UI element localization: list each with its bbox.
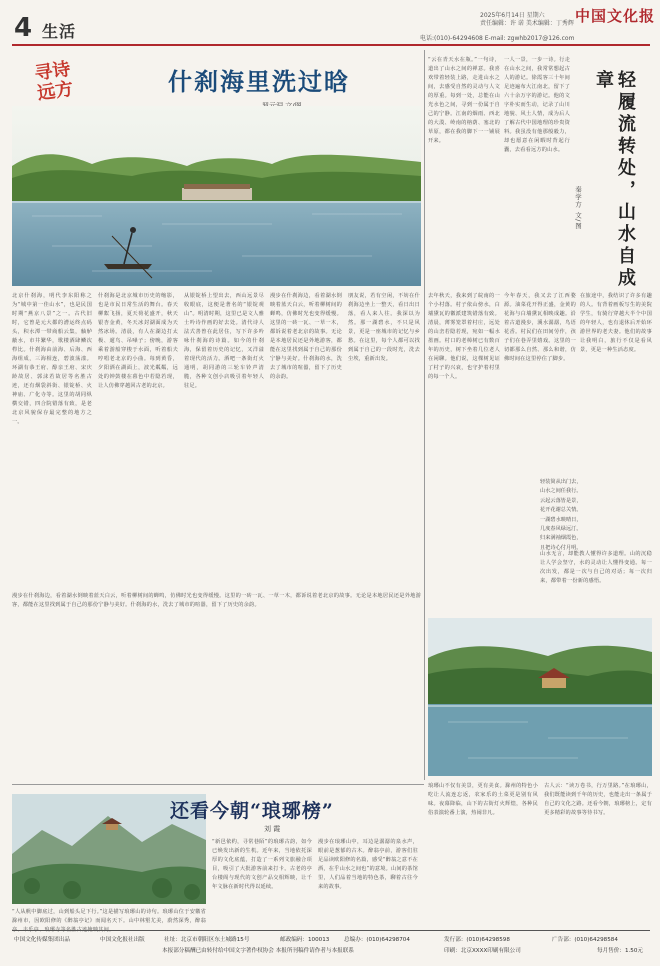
footer-price: 每月售价：1.50元	[597, 948, 644, 954]
bottom-article-col-2: “新邑依约，寻常巷陌”的琅琊古韵，如今已焕发出新的生机。近年来，当地依托深厚的文化底蕴，打造了一系列文旅融合项目，吸引了大批游客前来打卡。古老的亭台楼阁与现代的文创产品交相辉映，让千年文脉在新时代得以延续。	[212, 839, 312, 890]
poem-line: 且把诗心付月明。	[540, 544, 582, 551]
bottom-article-col-1: “人从帆中脚底过，山到船头足下行。”这是描写琅琊山的诗句。琅琊山位于安徽省滁州市，因欧阳修的《醉翁亭记》而闻名天下。山中林壑尤美，蔚然深秀，醉翁亭、丰乐亭、琅琊寺等名胜古迹掩映其间。	[12, 909, 206, 933]
footer-distribution-phone: 发行部：(010)64298598	[444, 937, 510, 943]
right-article-title: 轻履流转处，山水自成章	[593, 70, 636, 290]
lake-landscape-photo	[428, 618, 652, 776]
poem-line: 几度春风绿远汀。	[540, 526, 582, 533]
editor-line: 责任编辑：许 诺 美术编辑：丁秀辉	[480, 20, 574, 27]
column-divider	[424, 50, 425, 780]
poem-block	[540, 478, 652, 553]
date-line: 2025年6月14日 星期六	[480, 12, 545, 19]
footer-publisher: 中国文化报社出版	[100, 937, 145, 943]
poem-line: 山水之间任我行。	[540, 488, 582, 495]
poem-line: 花开花谢总关情。	[540, 507, 582, 514]
bottom-article-col-3: 漫步在琅琊山中，耳边是潺潺的泉水声，眼前是葱郁的古木。醉翁亭前，游客们驻足品读欧阳修的名篇，感受“醉翁之意不在酒，在乎山水之间也”的意境。山间的茶馆里，人们品着当地的特色茶，聊着古往今来的故事。	[318, 839, 418, 890]
footer-office-phone: 总编办：(010)64298704	[344, 937, 410, 943]
poem-line: 轻装简从出门去，	[540, 479, 582, 485]
main-article-col-4: 漫步在什刹海边，看着湖水倒映着蓝天白云，听着柳树间的蝉鸣，仿佛时光也变得缓慢。这里的一砖一瓦、一草一木，都诉说着老北京的故事。无论是本地居民还是外地游客，都能在这里找到属于自己的那份宁静与美好。什刹海的水，洗去了城市的喧嚣，留下了历史的余韵。	[270, 293, 342, 380]
poem-line: 云起云落皆是景，	[540, 497, 582, 504]
footer-ads-phone: 广告部：(010)64298584	[552, 937, 618, 943]
main-article-col-5: 朋友说，若有空闲，不妨在什刹海边坐上一整天，看日出日落，看人来人往。我深以为然。那一湖碧水，不只是风景，更是一座城市的记忆与乡愁。在这里，每个人都可以找到属于自己的一段时光，洗去尘埃，重新出发。	[348, 293, 420, 362]
bottom-article-title: 还看今朝“琅琊榜”	[170, 800, 334, 822]
page-number: 4	[14, 13, 33, 43]
bottom-article-author: 刘 霞	[264, 825, 281, 833]
contact-line: 电话:(010)-64294608 E-mail: zgwhb2017@126.com	[420, 35, 575, 42]
right-article-col-6: 山水无言，却能教人懂得许多道理。山的沉稳让人学会坚守，水的灵动让人懂得变通。每一次出发，都是一次与自己的对话；每一次归来，都带着一份新的感悟。	[540, 551, 652, 584]
right-article-col-4: 今年春天，我又去了江西婺源。油菜花开得正盛，金黄的花海与白墙黛瓦相映成趣。沿着古道漫步，溪水潺潺，鸟语花香。村民们在田间劳作，孩子们在巷弄里嬉戏。这里的一切都那么自然、那么和谐，仿佛时间在这里停住了脚步。	[504, 293, 576, 362]
section-divider	[12, 784, 424, 785]
main-article-lower: 漫步在什刹海边，看着湖水倒映着蓝天白云，听着柳树间的蝉鸣，仿佛时光也变得缓慢。这里的一砖一瓦、一草一木，都诉说着老北京的故事。无论是本地居民还是外地游客，都能在这里找到属于自己的那份宁静与美好。什刹海的水，洗去了城市的喧嚣，留下了历史的余韵。	[12, 593, 421, 608]
right-article-col-1: “云在青天水在瓶。”一句诗，道出了山水之间的禅意。我喜欢带着轻装上路，走进山水之间，去感受自然的灵动与人文的厚重。每到一处，总能在山光水色之间，寻到一份属于自己的宁静。江南的烟雨、西北的大漠、岭南的榕荫、塞北的草原，都在我的脚下一一铺展开来。	[428, 57, 500, 144]
main-article-col-3: 从银锭桥上望出去，西山远景尽收眼底，这便是著名的“银锭观山”。明清时期，这里已是文人雅士吟诗作画的好去处。清代诗人法式善曾在此居住，写下许多吟咏什刹海的诗篇。如今的什刹海，保留着历史的记忆，又洋溢着现代的活力。酒吧一条街灯火通明，胡同游的三轮车铃声清脆，各种文创小店吸引着年轻人驻足。	[184, 293, 264, 389]
footer-postcode: 邮政编码：100013	[280, 937, 330, 943]
bottom-article-col-4: 琅琊山不仅有美景，更有美食。滁州的特色小吃让人流连忘返，农家乐的土菜更是别有风味。夜幕降临，山下的古街灯火辉煌，各种民俗表演轮番上演，热闹非凡。	[428, 783, 538, 816]
footer-address: 社址：北京市朝阳区东土城路15号	[164, 937, 250, 943]
poem-line: 一湖碧水映晴日，	[540, 516, 582, 523]
main-article-col-1: 北京什刹海，明代李东阳称之为“城中第一佳山水”，也是民国时期“燕京八景”之一。古代旧时，它曾是元大都的漕运终点码头，积水潭一带商船云集，舳舻蔽水，市井繁华，歌楼酒肆鳞次栉比。什刹海由前海、后海、西海组成，三海相连，碧波荡漾。环湖有恭王府、醇亲王府、宋庆龄故居、郭沫若故居等名胜古迹，还有烟袋斜街、银锭桥、火神庙、广化寺等。这里的胡同纵横交错，四合院错落有致，是老北京风貌保存最完整的地方之一。	[12, 293, 92, 425]
right-article-author: 秦学方 文/图	[574, 186, 582, 230]
section-name: 生活	[42, 22, 77, 41]
footer	[12, 930, 650, 961]
footer-copyright: 本报部分稿酬已由转付给中国文字著作权协会 本报所刊稿件请作者与本报联系	[162, 948, 354, 954]
paper-logo: 中国文化报	[575, 7, 656, 25]
right-article-col-3: 去年秋天，我来到了皖南的一个小村落。村子依山傍水，白墙黛瓦的徽派建筑错落有致。清晨，薄雾笼罩着村庄，远处的山峦若隐若现，宛如一幅水墨画。村口的老樟树已有数百年的历史，树下坐着几位老人在闲聊。他们说，这棵树见证了村子的兴衰，也守护着村里的每一个人。	[428, 293, 500, 380]
main-article-col-2: 什刹海是北京城市历史的缩影，也是市民日常生活的舞台。春天柳絮飞扬，夏天荷花盛开，秋天银杏金黄，冬天冰封湖面成为天然冰场。清晨，有人在湖边打太极、遛鸟、吊嗓子；傍晚，游客乘着游船穿梭于水面，听着船夫哼唱老北京的小曲。每到黄昏，夕阳洒在湖面上，波光粼粼，远处的钟鼓楼在暮色中若隐若现，让人仿佛穿越回古老的北京。	[98, 293, 178, 389]
column-tag: 寻诗远方	[33, 58, 75, 105]
header-rule	[12, 44, 650, 46]
poem-line: 归来满袖烟霞色，	[540, 535, 582, 542]
main-article-title: 什刹海里洗过晗	[168, 67, 350, 96]
footer-printer: 印刷：北京XXXX印刷有限公司	[444, 948, 521, 954]
lake-boatman-photo	[12, 106, 421, 286]
bottom-article-col-5: 古人云：“读万卷书，行万里路。”在琅琊山，我们既能读到千年的历史，也能走出一条属于自己的文化之路。还看今朝，琅琊榜上，定有更多精彩的故事等待书写。	[544, 783, 652, 816]
right-article-col-2: 一人一景，一步一诗。行走在山水之间，我常常想起古人的游记。徐霞客三十年间足迹遍布大江南北，留下了六十余万字的游记。他的文字朴实而生动，记录了山川地貌、风土人情，成为后人了解古代中国地理的珍贵资料。我虽没有他那般毅力，却也愿意在闲暇时背起行囊，去看看远方的山水。	[504, 57, 570, 153]
footer-publisher-group: 中国文化传媒集团出品	[14, 937, 70, 943]
right-article-col-5: 在旅途中，我结识了许多有趣的人。有背着画板写生的美院学生，有骑行穿越大半个中国的年轻人，也有退休后开始环游世界的老夫妻。他们的故事让我明白，旅行不仅是看风景，更是一种生活态度。	[580, 293, 652, 353]
